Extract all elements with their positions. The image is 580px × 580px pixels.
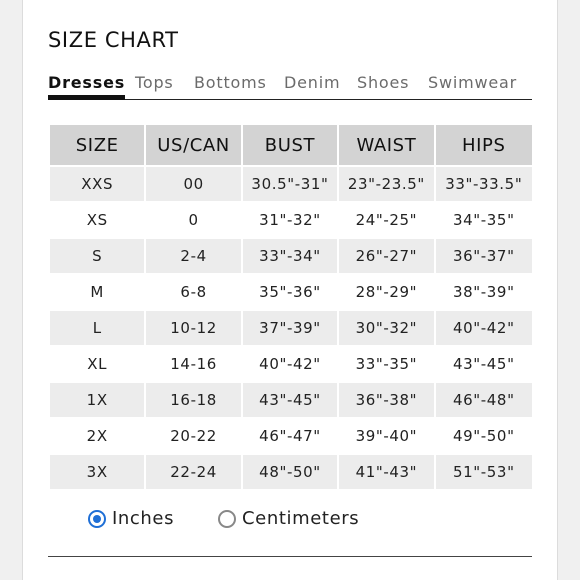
tab-label: Swimwear bbox=[428, 73, 517, 92]
tab-label: Dresses bbox=[48, 73, 126, 92]
cell-size: 3X bbox=[50, 455, 144, 489]
cell-bust: 33"-34" bbox=[243, 239, 337, 273]
cell-us-can: 0 bbox=[146, 203, 240, 237]
cell-us-can: 14-16 bbox=[146, 347, 240, 381]
cell-size: XS bbox=[50, 203, 144, 237]
table-row bbox=[50, 239, 532, 273]
cell-bust: 48"-50" bbox=[243, 455, 337, 489]
bottom-divider bbox=[48, 556, 532, 557]
cell-hips: 36"-37" bbox=[436, 239, 532, 273]
cell-us-can: 16-18 bbox=[146, 383, 240, 417]
cell-bust: 35"-36" bbox=[243, 275, 337, 309]
cell-size: L bbox=[50, 311, 144, 345]
category-tabs bbox=[48, 73, 532, 103]
tab-label: Tops bbox=[135, 73, 174, 92]
cell-hips: 33"-33.5" bbox=[436, 167, 532, 201]
cell-us-can: 22-24 bbox=[146, 455, 240, 489]
radio-unchecked-icon bbox=[218, 510, 236, 528]
right-edge-strip bbox=[557, 0, 580, 580]
cell-us-can: 2-4 bbox=[146, 239, 240, 273]
cell-waist: 26"-27" bbox=[339, 239, 433, 273]
tab-swimwear[interactable] bbox=[428, 73, 517, 93]
tab-tops[interactable] bbox=[135, 73, 174, 93]
cell-waist: 24"-25" bbox=[339, 203, 433, 237]
tab-label: Shoes bbox=[357, 73, 410, 92]
tab-shoes[interactable] bbox=[357, 73, 409, 93]
cell-hips: 43"-45" bbox=[436, 347, 532, 381]
cell-hips: 46"-48" bbox=[436, 383, 532, 417]
cell-bust: 40"-42" bbox=[243, 347, 337, 381]
table-row bbox=[50, 311, 532, 345]
active-tab-indicator bbox=[48, 95, 125, 100]
inches-radio[interactable] bbox=[88, 508, 174, 529]
tab-bottoms[interactable] bbox=[194, 73, 267, 93]
header-bust: BUST bbox=[243, 125, 337, 165]
cell-size: 2X bbox=[50, 419, 144, 453]
cell-us-can: 10-12 bbox=[146, 311, 240, 345]
cell-us-can: 6-8 bbox=[146, 275, 240, 309]
centimeters-radio[interactable] bbox=[218, 508, 359, 529]
table-row bbox=[50, 167, 532, 201]
table-header-row bbox=[50, 125, 532, 165]
cell-waist: 30"-32" bbox=[339, 311, 433, 345]
cell-hips: 40"-42" bbox=[436, 311, 532, 345]
cell-bust: 37"-39" bbox=[243, 311, 337, 345]
cell-hips: 49"-50" bbox=[436, 419, 532, 453]
cell-hips: 38"-39" bbox=[436, 275, 532, 309]
tab-dresses[interactable] bbox=[48, 73, 125, 93]
radio-checked-icon bbox=[88, 510, 106, 528]
table-row bbox=[50, 203, 532, 237]
cell-us-can: 00 bbox=[146, 167, 240, 201]
left-edge-strip bbox=[0, 0, 23, 580]
size-chart-table bbox=[48, 123, 534, 491]
centimeters-label: Centimeters bbox=[242, 508, 360, 529]
tab-denim[interactable] bbox=[284, 73, 340, 93]
cell-bust: 46"-47" bbox=[243, 419, 337, 453]
table-row bbox=[50, 455, 532, 489]
tab-label: Bottoms bbox=[194, 73, 267, 92]
cell-bust: 43"-45" bbox=[243, 383, 337, 417]
table-row bbox=[50, 347, 532, 381]
header-waist: WAIST bbox=[339, 125, 433, 165]
table-row bbox=[50, 383, 532, 417]
header-size: SIZE bbox=[50, 125, 144, 165]
table-row bbox=[50, 275, 532, 309]
cell-waist: 39"-40" bbox=[339, 419, 433, 453]
cell-size: M bbox=[50, 275, 144, 309]
cell-waist: 23"-23.5" bbox=[339, 167, 433, 201]
cell-us-can: 20-22 bbox=[146, 419, 240, 453]
inches-label: Inches bbox=[112, 508, 175, 529]
cell-waist: 28"-29" bbox=[339, 275, 433, 309]
cell-size: 1X bbox=[50, 383, 144, 417]
table-row bbox=[50, 419, 532, 453]
cell-bust: 31"-32" bbox=[243, 203, 337, 237]
header-hips: HIPS bbox=[436, 125, 532, 165]
cell-waist: 41"-43" bbox=[339, 455, 433, 489]
cell-waist: 33"-35" bbox=[339, 347, 433, 381]
cell-hips: 34"-35" bbox=[436, 203, 532, 237]
header-us-can: US/CAN bbox=[146, 125, 240, 165]
cell-size: XXS bbox=[50, 167, 144, 201]
cell-size: S bbox=[50, 239, 144, 273]
cell-waist: 36"-38" bbox=[339, 383, 433, 417]
cell-size: XL bbox=[50, 347, 144, 381]
cell-hips: 51"-53" bbox=[436, 455, 532, 489]
page-title: SIZE CHART bbox=[48, 28, 179, 52]
tab-label: Denim bbox=[284, 73, 341, 92]
cell-bust: 30.5"-31" bbox=[243, 167, 337, 201]
